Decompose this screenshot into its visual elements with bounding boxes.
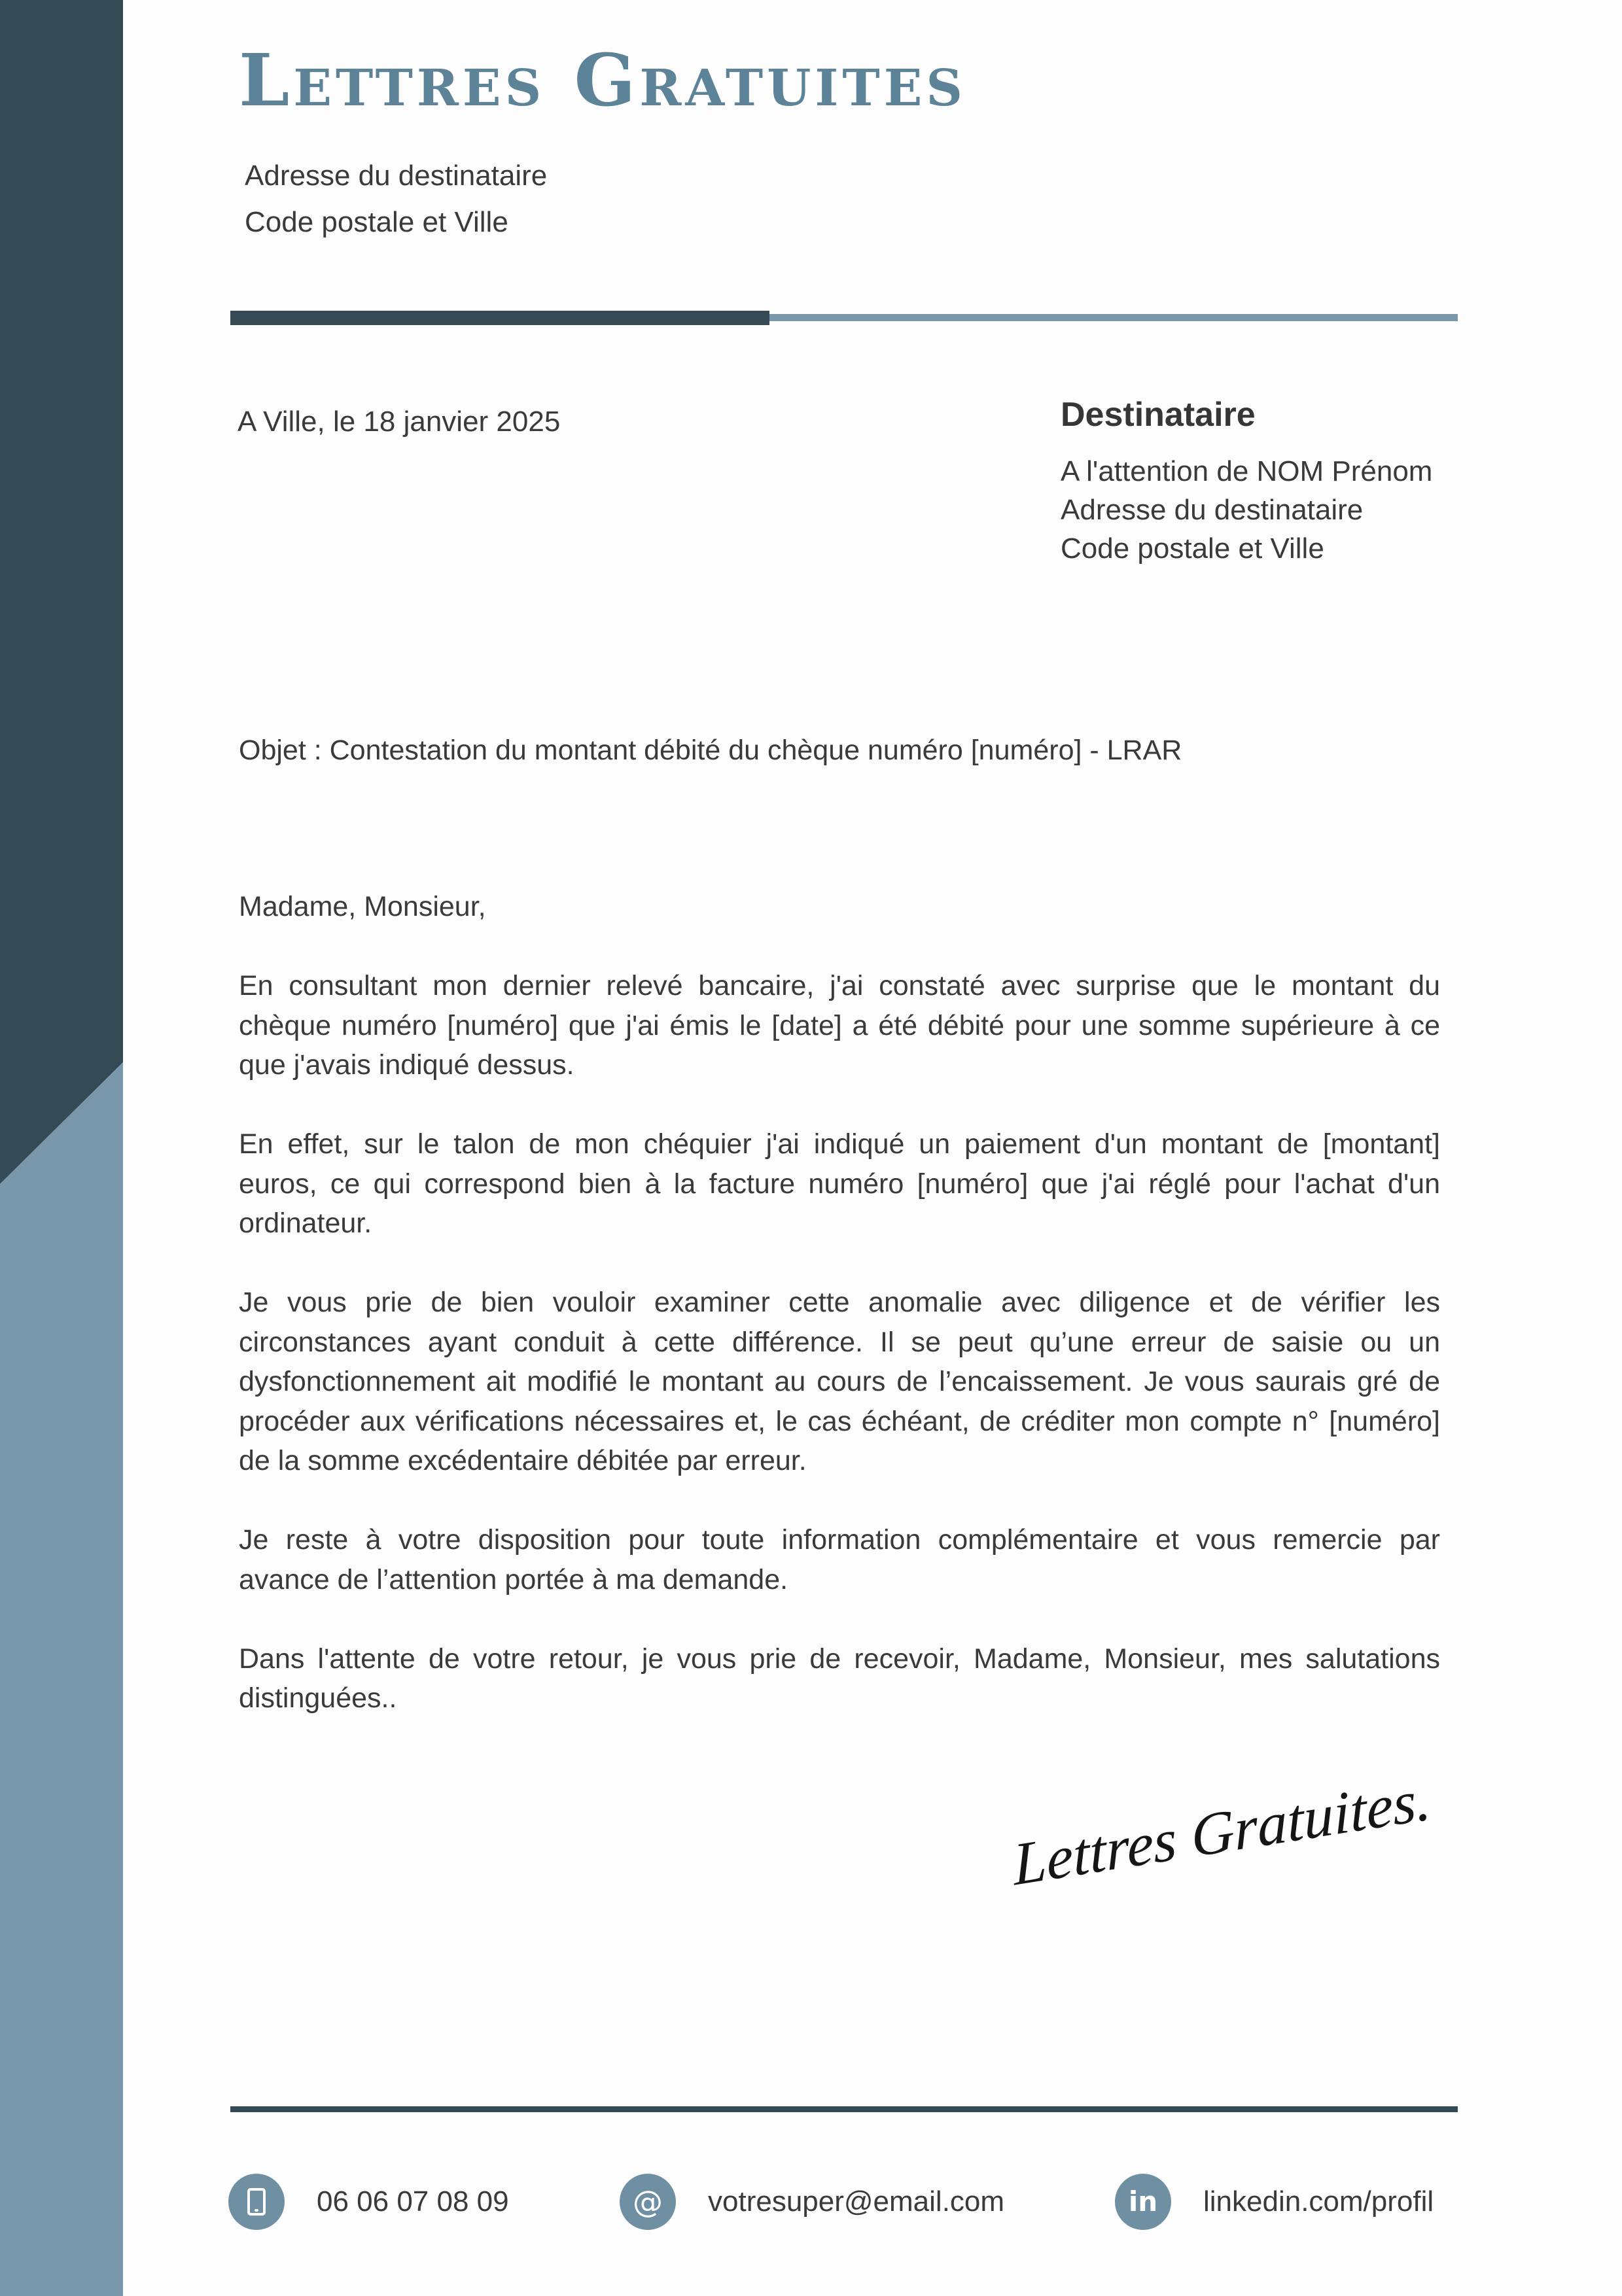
recipient-address-line: Adresse du destinataire — [1061, 494, 1364, 526]
sender-address-line: Adresse du destinataire — [245, 160, 548, 192]
letter-subject: Objet : Contestation du montant débité du chèque numéro [numéro] - LRAR — [239, 735, 1182, 766]
signature: Lettres Gratuites. — [1012, 1765, 1433, 1898]
recipient-block — [1061, 452, 1432, 568]
body-paragraph — [239, 1124, 1440, 1244]
sidebar-dark-panel — [0, 0, 123, 1184]
body-paragraph — [239, 966, 1440, 1085]
body-line: avance de l’attention portée à ma demande. — [239, 1563, 788, 1595]
body-line: Dans l'attente de votre retour, je vous prie de recevoir, Madame, Monsieur, mes salutations — [239, 1643, 1440, 1675]
phone-icon — [228, 2174, 285, 2230]
body-paragraph — [239, 1639, 1440, 1718]
letter-body — [239, 887, 1440, 1758]
body-line: En consultant mon dernier relevé bancaire, j'ai constaté avec surprise que le montant du — [239, 970, 1440, 1001]
brand-title: Lettres Gratuites — [239, 38, 966, 122]
body-line: En effet, sur le talon de mon chéquier j'ai indiqué un paiement d'un montant de [montant] — [239, 1128, 1440, 1160]
sender-city-line: Code postale et Ville — [245, 206, 508, 238]
body-line: distinguées.. — [239, 1682, 397, 1714]
phone-number: 06 06 07 08 09 — [317, 2185, 509, 2218]
email-address: votresuper@email.com — [708, 2185, 1005, 2218]
body-line: ordinateur. — [239, 1208, 372, 1239]
recipient-city-line: Code postale et Ville — [1061, 532, 1324, 565]
body-line: procéder aux vérifications nécessaires et, le cas échéant, de créditer mon compte n° [numéro] — [239, 1405, 1440, 1437]
sidebar-light-panel — [0, 1062, 123, 2296]
body-line: de la somme excédentaire débitée par erreur. — [239, 1445, 807, 1476]
body-line: dysfonctionnement ait modifié le montant au cours de l’encaissement. Je vous saurais gré de — [239, 1366, 1440, 1397]
phone-icon-glyph — [247, 2188, 266, 2216]
at-icon-glyph: @ — [633, 2184, 663, 2219]
recipient-heading: Destinataire — [1061, 396, 1256, 434]
body-line: euros, ce qui correspond bien à la facture numéro [numéro] que j'ai réglé pour l'achat d'un — [239, 1168, 1440, 1200]
body-line: chèque numéro [numéro] que j'ai émis le [date] a été débité pour une somme supérieure à ce — [239, 1009, 1440, 1041]
body-paragraph — [239, 1520, 1440, 1599]
sender-address — [245, 152, 547, 245]
body-paragraph — [239, 1283, 1440, 1481]
header-divider-light-segment — [769, 314, 1458, 321]
greeting: Madame, Monsieur, — [239, 891, 486, 922]
body-line: Je vous prie de bien vouloir examiner cette anomalie avec diligence et de vérifier les — [239, 1287, 1440, 1318]
body-line: Je reste à votre disposition pour toute information complémentaire et vous remercie par — [239, 1524, 1440, 1556]
linkedin-icon-glyph: in — [1128, 2185, 1158, 2218]
body-line: que j'avais indiqué dessus. — [239, 1049, 574, 1081]
linkedin-url: linkedin.com/profil — [1203, 2185, 1434, 2218]
recipient-attention-line: A l'attention de NOM Prénom — [1061, 455, 1433, 487]
letter-date: A Ville, le 18 janvier 2025 — [238, 406, 561, 438]
body-line: circonstances ayant conduit à cette différence. Il se peut qu’une erreur de saisie ou un — [239, 1326, 1440, 1358]
linkedin-icon — [1115, 2174, 1171, 2230]
sidebar-band — [0, 0, 123, 2296]
footer-divider — [230, 2106, 1458, 2112]
email-icon — [620, 2174, 676, 2230]
header-divider-dark-segment — [230, 311, 769, 325]
